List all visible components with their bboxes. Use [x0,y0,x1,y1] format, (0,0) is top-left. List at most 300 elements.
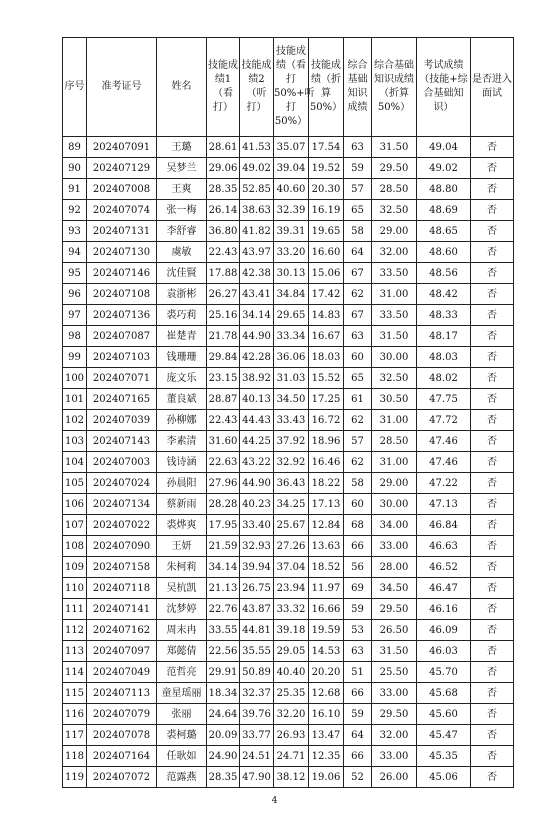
table-row [63,158,514,179]
table-row [63,452,514,473]
table-cell: 34.14 [240,305,274,326]
table-cell: 202407022 [87,515,157,536]
table-cell: 郑懿倩 [157,641,207,662]
table-cell: 蔡新雨 [157,494,207,515]
table-cell: 48.69 [417,200,471,221]
table-cell: 41.53 [240,137,274,158]
table-cell: 王璐 [157,137,207,158]
table-cell: 13.47 [309,725,344,746]
table-cell: 庞文乐 [157,368,207,389]
table-cell: 36.43 [274,473,309,494]
table-cell: 41.82 [240,221,274,242]
table-cell: 23.94 [274,578,309,599]
table-cell: 范哲亮 [157,662,207,683]
table-cell: 202407003 [87,452,157,473]
table-cell: 21.78 [207,326,240,347]
table-cell: 20.09 [207,725,240,746]
table-cell: 30.00 [372,494,417,515]
table-cell: 38.92 [240,368,274,389]
table-cell: 57 [344,431,372,452]
table-cell: 31.00 [372,452,417,473]
table-cell: 否 [471,515,514,536]
table-cell: 29.05 [274,641,309,662]
table-cell: 53 [344,620,372,641]
table-cell: 27.26 [274,536,309,557]
table-cell: 46.47 [417,578,471,599]
table-cell: 裘烨爽 [157,515,207,536]
header-cell: 综合基础知识成绩（折算50%） [372,38,417,137]
table-cell: 24.64 [207,704,240,725]
table-cell: 111 [63,599,87,620]
table-cell: 33.77 [240,725,274,746]
table-cell: 27.96 [207,473,240,494]
table-cell: 33.50 [372,263,417,284]
table-cell: 90 [63,158,87,179]
table-cell: 32.00 [372,725,417,746]
table-row [63,431,514,452]
table-cell: 48.60 [417,242,471,263]
table-cell: 否 [471,431,514,452]
table-cell: 17.88 [207,263,240,284]
table-cell: 202407091 [87,137,157,158]
table-body [63,137,514,788]
table-cell: 202407024 [87,473,157,494]
table-cell: 202407090 [87,536,157,557]
table-cell: 39.94 [240,557,274,578]
table-row [63,368,514,389]
table-cell: 104 [63,452,87,473]
table-cell: 25.35 [274,683,309,704]
table-cell: 47.22 [417,473,471,494]
header-cell: 技能成绩1（看打） [207,38,240,137]
table-cell: 29.00 [372,221,417,242]
table-row [63,536,514,557]
table-cell: 40.23 [240,494,274,515]
header-row [63,38,514,137]
table-cell: 34.84 [274,284,309,305]
table-cell: 64 [344,725,372,746]
table-cell: 33.00 [372,683,417,704]
table-cell: 95 [63,263,87,284]
table-cell: 虞敏 [157,242,207,263]
table-cell: 31.50 [372,137,417,158]
table-row [63,725,514,746]
table-cell: 66 [344,536,372,557]
table-cell: 35.07 [274,137,309,158]
table-cell: 32.93 [240,536,274,557]
table-cell: 46.52 [417,557,471,578]
table-cell: 65 [344,200,372,221]
table-cell: 202407087 [87,326,157,347]
table-cell: 20.20 [309,662,344,683]
table-cell: 33.00 [372,746,417,767]
table-cell: 13.63 [309,536,344,557]
table-cell: 29.00 [372,473,417,494]
table-cell: 63 [344,326,372,347]
table-cell: 105 [63,473,87,494]
table-cell: 28.00 [372,557,417,578]
table-cell: 43.41 [240,284,274,305]
table-cell: 52 [344,767,372,788]
table-cell: 28.35 [207,179,240,200]
table-cell: 25.50 [372,662,417,683]
table-cell: 否 [471,725,514,746]
table-cell: 12.68 [309,683,344,704]
table-cell: 31.03 [274,368,309,389]
table-cell: 46.84 [417,515,471,536]
table-cell: 45.68 [417,683,471,704]
table-cell: 19.65 [309,221,344,242]
table-row [63,557,514,578]
table-cell: 202407079 [87,704,157,725]
table-cell: 32.50 [372,368,417,389]
header-cell: 综合基础知识成绩 [344,38,372,137]
table-cell: 16.10 [309,704,344,725]
table-cell: 67 [344,305,372,326]
table-cell: 108 [63,536,87,557]
table-cell: 66 [344,746,372,767]
table-cell: 34.00 [372,515,417,536]
table-cell: 59 [344,599,372,620]
table-cell: 33.20 [274,242,309,263]
table-cell: 45.70 [417,662,471,683]
table-cell: 张丽 [157,704,207,725]
table-cell: 14.83 [309,305,344,326]
table-cell: 202407131 [87,221,157,242]
table-cell: 67 [344,263,372,284]
table-cell: 47.46 [417,452,471,473]
table-cell: 46.63 [417,536,471,557]
table-row [63,683,514,704]
table-cell: 28.61 [207,137,240,158]
table-cell: 29.50 [372,158,417,179]
table-cell: 66 [344,683,372,704]
table-cell: 44.81 [240,620,274,641]
table-cell: 29.84 [207,347,240,368]
table-cell: 33.00 [372,536,417,557]
table-cell: 29.50 [372,704,417,725]
table-cell: 21.13 [207,578,240,599]
table-cell: 115 [63,683,87,704]
table-cell: 22.43 [207,242,240,263]
header-cell: 准考证号 [87,38,157,137]
table-cell: 44.90 [240,473,274,494]
table-cell: 21.59 [207,536,240,557]
table-row [63,578,514,599]
table-cell: 18.96 [309,431,344,452]
table-cell: 119 [63,767,87,788]
table-cell: 否 [471,578,514,599]
table-row [63,242,514,263]
table-cell: 否 [471,242,514,263]
table-cell: 31.50 [372,641,417,662]
table-cell: 22.56 [207,641,240,662]
table-row [63,473,514,494]
table-cell: 42.28 [240,347,274,368]
table-cell: 49.04 [417,137,471,158]
table-cell: 202407071 [87,368,157,389]
table-cell: 否 [471,704,514,725]
table-cell: 202407141 [87,599,157,620]
table-cell: 33.50 [372,305,417,326]
table-cell: 否 [471,179,514,200]
table-cell: 47.90 [240,767,274,788]
table-cell: 朱柯莉 [157,557,207,578]
table-cell: 62 [344,410,372,431]
table-cell: 37.92 [274,431,309,452]
table-cell: 孙柳娜 [157,410,207,431]
table-cell: 202407134 [87,494,157,515]
table-cell: 否 [471,494,514,515]
table-cell: 47.46 [417,431,471,452]
table-cell: 否 [471,683,514,704]
table-row [63,599,514,620]
table-cell: 58 [344,473,372,494]
table-cell: 202407072 [87,767,157,788]
table-cell: 30.13 [274,263,309,284]
table-cell: 28.28 [207,494,240,515]
table-cell: 48.42 [417,284,471,305]
table-cell: 202407049 [87,662,157,683]
table-cell: 16.60 [309,242,344,263]
table-cell: 任耿如 [157,746,207,767]
table-cell: 裘巧莉 [157,305,207,326]
table-cell: 15.06 [309,263,344,284]
table-cell: 否 [471,746,514,767]
table-cell: 202407158 [87,557,157,578]
table-row [63,389,514,410]
table-cell: 32.92 [274,452,309,473]
table-cell: 98 [63,326,87,347]
table-cell: 14.53 [309,641,344,662]
table-cell: 46.09 [417,620,471,641]
table-cell: 58 [344,221,372,242]
table-cell: 43.87 [240,599,274,620]
table-cell: 19.06 [309,767,344,788]
table-cell: 否 [471,263,514,284]
table-cell: 29.65 [274,305,309,326]
table-cell: 25.16 [207,305,240,326]
table-cell: 否 [471,137,514,158]
table-cell: 26.14 [207,200,240,221]
header-cell: 序号 [63,38,87,137]
header-cell: 姓名 [157,38,207,137]
table-cell: 56 [344,557,372,578]
table-cell: 否 [471,326,514,347]
table-cell: 31.00 [372,284,417,305]
table-cell: 60 [344,347,372,368]
table-cell: 52.85 [240,179,274,200]
header-cell: 技能成绩2（听打） [240,38,274,137]
table-row [63,662,514,683]
table-cell: 18.34 [207,683,240,704]
table-cell: 202407164 [87,746,157,767]
table-cell: 否 [471,641,514,662]
table-cell: 吴杭凯 [157,578,207,599]
table-cell: 31.60 [207,431,240,452]
table-cell: 32.39 [274,200,309,221]
table-cell: 40.60 [274,179,309,200]
table-cell: 沈梦婷 [157,599,207,620]
table-cell: 否 [471,452,514,473]
table-row [63,620,514,641]
table-cell: 31.50 [372,326,417,347]
table-cell: 46.16 [417,599,471,620]
table-cell: 48.65 [417,221,471,242]
table-row [63,284,514,305]
table-cell: 202407146 [87,263,157,284]
table-cell: 39.76 [240,704,274,725]
table-cell: 39.18 [274,620,309,641]
table-cell: 34.25 [274,494,309,515]
table-cell: 24.71 [274,746,309,767]
table-cell: 62 [344,452,372,473]
table-cell: 否 [471,473,514,494]
table-cell: 47.75 [417,389,471,410]
table-cell: 113 [63,641,87,662]
header-cell: 技能成绩（折算50%） [309,38,344,137]
table-cell: 16.67 [309,326,344,347]
table-cell: 96 [63,284,87,305]
table-cell: 28.35 [207,767,240,788]
header-cell: 考试成绩（技能+综合基础知识） [417,38,471,137]
table-cell: 董良斌 [157,389,207,410]
table-cell: 29.91 [207,662,240,683]
table-cell: 50.89 [240,662,274,683]
table-row [63,305,514,326]
table-cell: 吴梦兰 [157,158,207,179]
table-cell: 109 [63,557,87,578]
table-cell: 202407103 [87,347,157,368]
table-cell: 12.84 [309,515,344,536]
table-cell: 17.95 [207,515,240,536]
score-table [62,37,514,788]
table-cell: 30.50 [372,389,417,410]
table-cell: 91 [63,179,87,200]
table-cell: 34.14 [207,557,240,578]
table-cell: 钱诗涵 [157,452,207,473]
table-cell: 60 [344,494,372,515]
table-cell: 否 [471,662,514,683]
table-cell: 33.40 [240,515,274,536]
table-cell: 22.63 [207,452,240,473]
table-cell: 钱珊珊 [157,347,207,368]
table-cell: 26.75 [240,578,274,599]
header-cell: 是否进入面试 [471,38,514,137]
table-cell: 28.87 [207,389,240,410]
table-cell: 48.17 [417,326,471,347]
table-cell: 202407162 [87,620,157,641]
table-cell: 48.02 [417,368,471,389]
table-cell: 45.60 [417,704,471,725]
table-cell: 63 [344,641,372,662]
table-cell: 16.66 [309,599,344,620]
table-cell: 61 [344,389,372,410]
table-cell: 48.80 [417,179,471,200]
table-cell: 17.42 [309,284,344,305]
table-cell: 19.59 [309,620,344,641]
table-cell: 孙晨阳 [157,473,207,494]
table-cell: 崔楚青 [157,326,207,347]
table-cell: 99 [63,347,87,368]
table-cell: 44.43 [240,410,274,431]
table-cell: 29.50 [372,599,417,620]
table-row [63,200,514,221]
table-cell: 12.35 [309,746,344,767]
table-cell: 33.55 [207,620,240,641]
table-cell: 29.06 [207,158,240,179]
table-cell: 114 [63,662,87,683]
table-cell: 118 [63,746,87,767]
table-row [63,179,514,200]
table-cell: 范露燕 [157,767,207,788]
table-cell: 否 [471,599,514,620]
table-cell: 否 [471,557,514,578]
table-cell: 周末冉 [157,620,207,641]
table-cell: 202407097 [87,641,157,662]
table-cell: 68 [344,515,372,536]
table-cell: 34.50 [274,389,309,410]
table-cell: 16.72 [309,410,344,431]
table-cell: 107 [63,515,87,536]
table-cell: 16.46 [309,452,344,473]
table-cell: 32.50 [372,200,417,221]
table-cell: 33.32 [274,599,309,620]
table-cell: 69 [344,578,372,599]
table-cell: 22.43 [207,410,240,431]
table-cell: 64 [344,242,372,263]
table-cell: 47.72 [417,410,471,431]
table-cell: 94 [63,242,87,263]
table-cell: 39.31 [274,221,309,242]
table-cell: 否 [471,536,514,557]
table-cell: 32.20 [274,704,309,725]
table-cell: 26.00 [372,767,417,788]
table-cell: 32.37 [240,683,274,704]
table-cell: 92 [63,200,87,221]
table-cell: 42.38 [240,263,274,284]
table-cell: 101 [63,389,87,410]
table-cell: 43.22 [240,452,274,473]
table-cell: 202407113 [87,683,157,704]
table-cell: 32.00 [372,242,417,263]
table-cell: 26.27 [207,284,240,305]
table-cell: 15.52 [309,368,344,389]
table-cell: 25.67 [274,515,309,536]
table-cell: 33.43 [274,410,309,431]
table-cell: 李素清 [157,431,207,452]
table-cell: 102 [63,410,87,431]
table-cell: 李舒睿 [157,221,207,242]
table-cell: 48.33 [417,305,471,326]
table-cell: 否 [471,221,514,242]
table-cell: 45.35 [417,746,471,767]
table-cell: 46.03 [417,641,471,662]
table-row [63,221,514,242]
table-row [63,263,514,284]
table-cell: 202407078 [87,725,157,746]
table-cell: 49.02 [417,158,471,179]
table-cell: 48.03 [417,347,471,368]
table-cell: 童星瑶丽 [157,683,207,704]
table-cell: 65 [344,368,372,389]
page-number: 4 [271,796,278,806]
table-row [63,410,514,431]
table-row [63,515,514,536]
table-cell: 23.15 [207,368,240,389]
table-cell: 否 [471,200,514,221]
table-cell: 张一梅 [157,200,207,221]
